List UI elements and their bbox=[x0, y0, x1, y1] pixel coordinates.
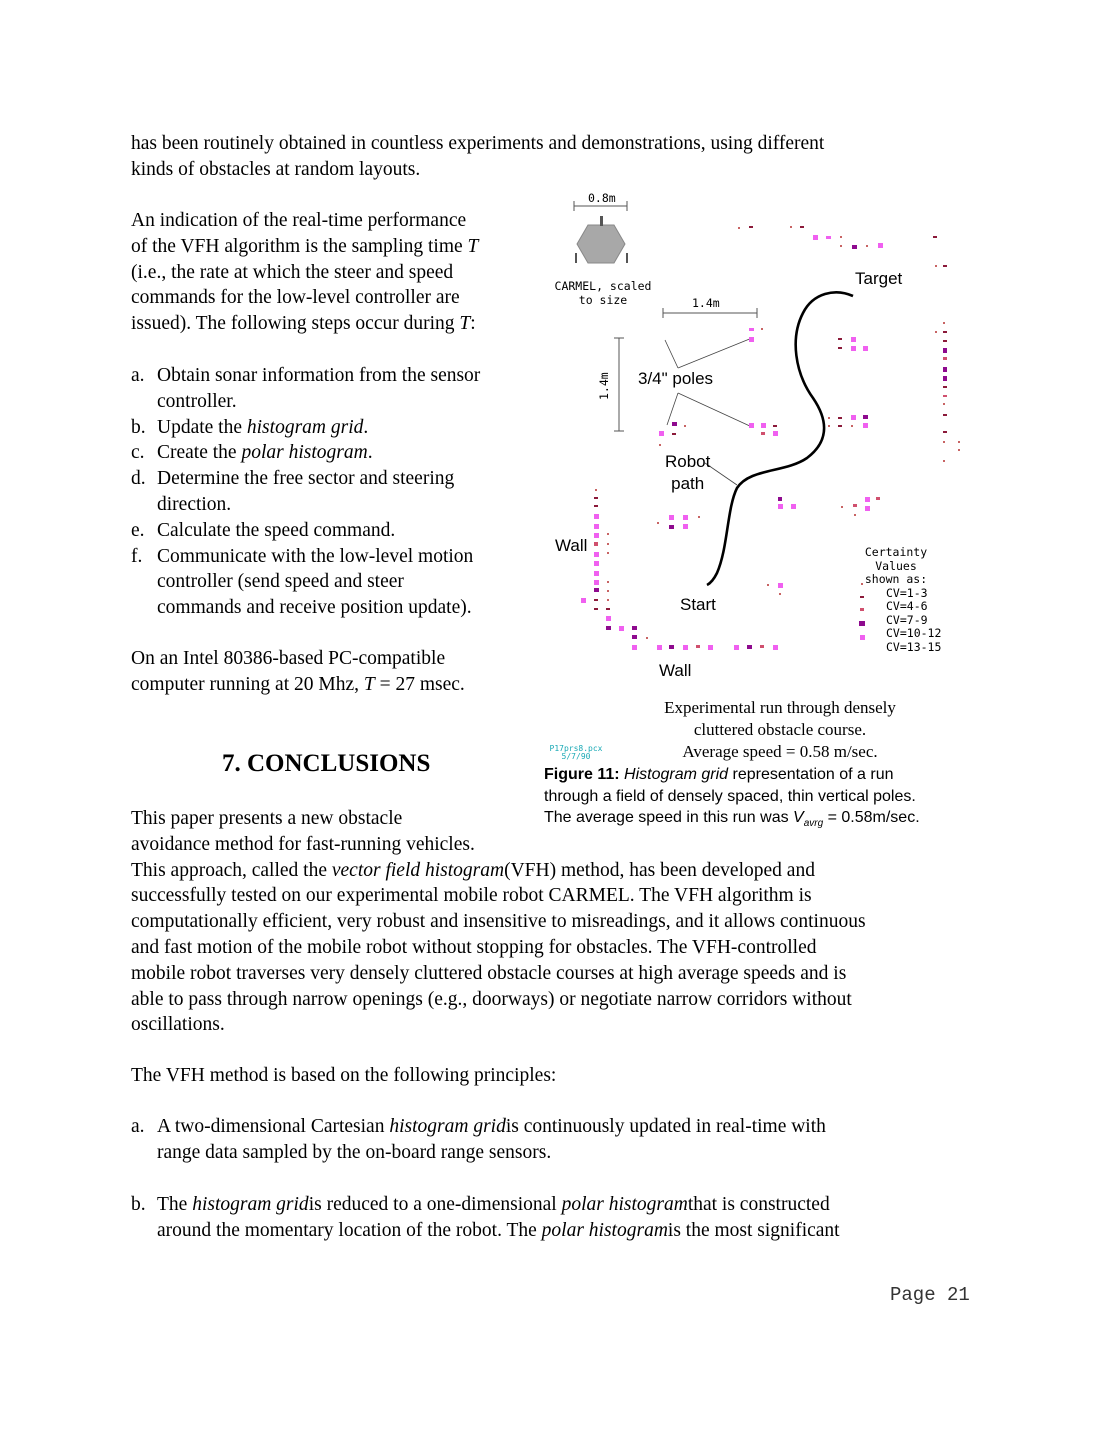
legend-entry-cv13-15: CV=13-15 bbox=[886, 639, 942, 654]
legend-entry-cv10-12: CV=10-12 bbox=[886, 626, 942, 640]
histogram-grid-diagram bbox=[545, 188, 985, 763]
intro-line-2: kinds of obstacles at random layouts. bbox=[131, 158, 421, 180]
conclusions-paragraph: This paper presents a new obstacle avoidance method for fast-running vehicles. This approach, called the vector field histogram(VFH) method, has been developed and successfully tested on our experimental mobile robot CARMEL. The VFH algorithm is computationally efficient, very robust and insensitive to misreadings, and it allows continuous and fast motion of the mobile robot without stopping for obstacles. The VFH-controlled mobile robot traverses very densely cluttered obstacle courses at high average speeds and is able to pass through narrow openings (e.g., doorways) or negotiate narrow corridors without oscillations. bbox=[131, 808, 866, 1036]
robot-path bbox=[707, 292, 853, 585]
robot-caption: CARMEL, scaled to size bbox=[554, 279, 652, 307]
sampling-line-4: commands for the low-level controller are bbox=[131, 287, 460, 309]
legend: Certainty Values shown as: CV=1-3 CV=4-6 CV=7-9 CV=10-12 CV=13-15 bbox=[841, 546, 951, 654]
figure-histogram-grid bbox=[545, 188, 985, 763]
symbol-t: T bbox=[459, 313, 471, 335]
horizontal-dimension-label: 1.4m bbox=[692, 296, 720, 310]
label-wall-bottom: Wall bbox=[659, 661, 692, 680]
symbol-t: T bbox=[467, 235, 479, 257]
step-b: b. Update the histogram grid. bbox=[131, 416, 369, 438]
sampling-line-2: of the VFH algorithm is the sampling time T bbox=[131, 235, 479, 257]
figure-caption: Figure 11: Histogram grid representation of a run through a field of densely spaced, thin vertical poles. The average speed in this run was $V_{avrg} = 0.58m/\sec$. bbox=[544, 766, 920, 830]
sampling-line-5: issued). The following steps occur during T: bbox=[131, 313, 476, 335]
carmel-robot-icon bbox=[575, 216, 628, 263]
principle-b: b. The histogram gridis reduced to a one-dimensional polar histogramthat is constructed around the momentary location of the robot. The polar histogramis the most significant bbox=[131, 1194, 840, 1241]
sampling-line-1: An indication of the real-time performance bbox=[131, 210, 467, 231]
intro-line-1: has been routinely obtained in countless experiments and demonstrations, using different bbox=[131, 133, 825, 154]
principle-a: a. A two-dimensional Cartesian histogram gridis continuously updated in real-time with range data sampled by the on-board range sensors. bbox=[131, 1116, 826, 1163]
figure-file-id: P17prs8.pcx 5/7/90 bbox=[549, 744, 603, 761]
step-d: d. Determine the free sector and steering direction. bbox=[131, 468, 455, 515]
section-heading-conclusions: 7. CONCLUSIONS bbox=[222, 750, 431, 777]
sampling-line-3: (i.e., the rate at which the steer and speed bbox=[131, 261, 454, 283]
sampling-time-paragraph bbox=[131, 208, 541, 337]
legend-entry-cv7-9: CV=7-9 bbox=[886, 612, 928, 627]
legend-entry-cv1-3: CV=1-3 bbox=[886, 585, 928, 600]
label-robot-path: Robot path bbox=[665, 452, 711, 493]
step-c: c. Create the polar histogram. bbox=[131, 442, 373, 464]
label-target: Target bbox=[855, 269, 903, 288]
principles-intro: The VFH method is based on the following principles: bbox=[131, 1065, 557, 1086]
figure-inner-caption: Experimental run through densely cluttered obstacle course. Average speed = 0.58 m/sec. bbox=[664, 698, 896, 761]
label-wall-left: Wall bbox=[555, 536, 588, 555]
label-start: Start bbox=[680, 595, 716, 614]
timing-line-1: On an Intel 80386-based PC-compatible bbox=[131, 648, 446, 669]
legend-title: Certainty Values bbox=[864, 545, 928, 573]
legend-entry-cv4-6: CV=4-6 bbox=[886, 599, 928, 613]
timing-line-2: computer running at 20 Mhz, T = 27 msec. bbox=[131, 673, 465, 695]
intro-paragraph bbox=[131, 131, 991, 183]
timing-paragraph bbox=[131, 646, 541, 698]
step-f: f. Communicate with the low-level motion controller (send speed and steer commands and receive position update). bbox=[131, 545, 474, 619]
label-poles: 3/4" poles bbox=[638, 369, 714, 388]
robot-width-label: 0.8m bbox=[588, 191, 616, 205]
step-e: e. Calculate the speed command. bbox=[131, 519, 396, 541]
figure-label: Figure 11: bbox=[544, 766, 620, 783]
vertical-dimension-label: 1.4m bbox=[597, 372, 611, 400]
step-a: a. Obtain sonar information from the sensor controller. bbox=[131, 365, 481, 412]
page-number: Page 21 bbox=[890, 1284, 970, 1306]
